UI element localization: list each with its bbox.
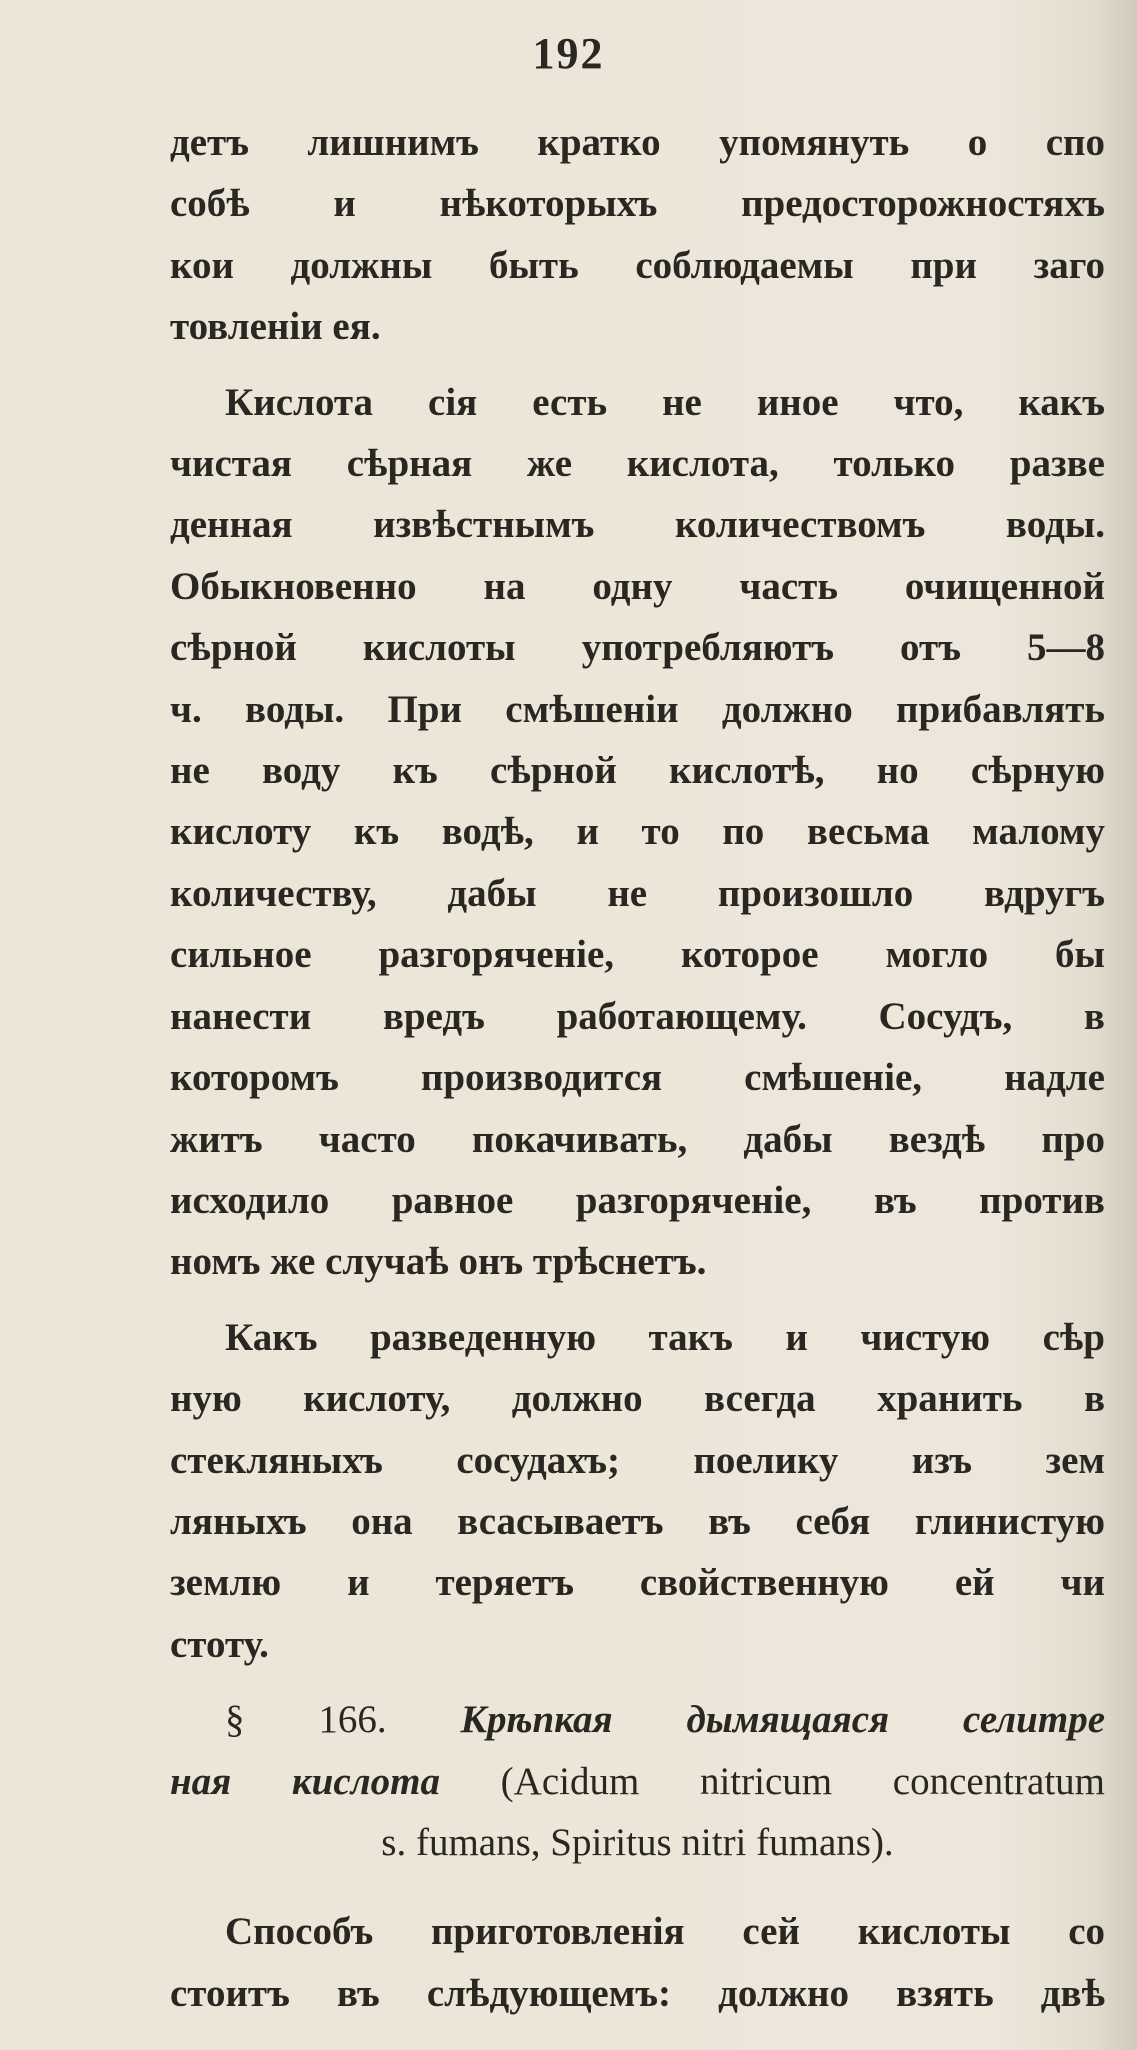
paragraph-3 <box>170 1307 1105 1675</box>
text-column <box>170 112 1105 2024</box>
text-line: сильное разгоряченіе, которое могло бы <box>170 933 1105 977</box>
text-line: ную кислоту, должно всегда хранить в <box>170 1377 1105 1421</box>
text-line: сѣрной кислоты употребляютъ отъ 5—8 <box>170 626 1105 670</box>
page-number: 192 <box>532 29 605 78</box>
text-line: ч. воды. При смѣшеніи должно прибавлять <box>170 687 1105 731</box>
section-title: Крѣпкая дымящаяся селитре <box>460 1698 1106 1742</box>
text-line: денная извѣстнымъ количествомъ воды. <box>170 503 1105 547</box>
text-line: количеству, дабы не произошло вдругъ <box>170 871 1105 915</box>
text-line: номъ же случаѣ онъ трѣснетъ. <box>170 1240 707 1284</box>
paragraph-1 <box>170 112 1105 358</box>
text-line: Способъ приготовленія сей кислоты со <box>225 1910 1105 1954</box>
text-line: житъ часто покачивать, дабы вездѣ про <box>170 1117 1105 1161</box>
paragraph-2 <box>170 372 1105 1293</box>
section-title: ная кислота <box>170 1759 441 1803</box>
paragraph-4 <box>170 1901 1105 2024</box>
text-line: чистая сѣрная же кислота, только разве <box>170 442 1105 486</box>
text-line: стекляныхъ сосудахъ; поелику изъ зем <box>170 1438 1105 1482</box>
text-line: Какъ разведенную такъ и чистую сѣр <box>225 1315 1105 1359</box>
text-line: собѣ и нѣкоторыхъ предосторожностяхъ <box>170 182 1105 226</box>
text-line: кислоту къ водѣ, и то по весьма малому <box>170 810 1105 854</box>
text-line: землю и теряетъ свойственную ей чи <box>170 1561 1105 1605</box>
section-number: § 166. <box>225 1698 387 1742</box>
text-line: которомъ производится смѣшеніе, надле <box>170 1056 1105 1100</box>
text-line: стоитъ въ слѣдующемъ: должно взять двѣ <box>170 1971 1105 2015</box>
heading-line <box>170 1751 1105 1812</box>
latin-name: (Acidum nitricum concentratum <box>500 1759 1105 1803</box>
text-line: нанести вредъ работающему. Сосудъ, в <box>170 994 1105 1038</box>
text-line: товленіи ея. <box>170 305 381 349</box>
text-line: Кислота сія есть не иное что, какъ <box>225 380 1105 424</box>
text-line: исходило равное разгоряченіе, въ против <box>170 1178 1105 1222</box>
text-line: не воду къ сѣрной кислотѣ, но сѣрную <box>170 749 1105 793</box>
latin-name: s. fumans, Spiritus nitri fumans). <box>381 1820 894 1864</box>
text-line: детъ лишнимъ кратко упомянуть о спо <box>170 121 1105 164</box>
text-line: кои должны быть соблюдаемы при заго <box>170 243 1105 287</box>
section-heading <box>170 1689 1105 1873</box>
text-line: Обыкновенно на одну часть очищенной <box>170 564 1105 608</box>
heading-line <box>170 1689 1105 1750</box>
text-line: ляныхъ она всасываетъ въ себя глинистую <box>170 1499 1105 1543</box>
text-line: стоту. <box>170 1622 269 1666</box>
